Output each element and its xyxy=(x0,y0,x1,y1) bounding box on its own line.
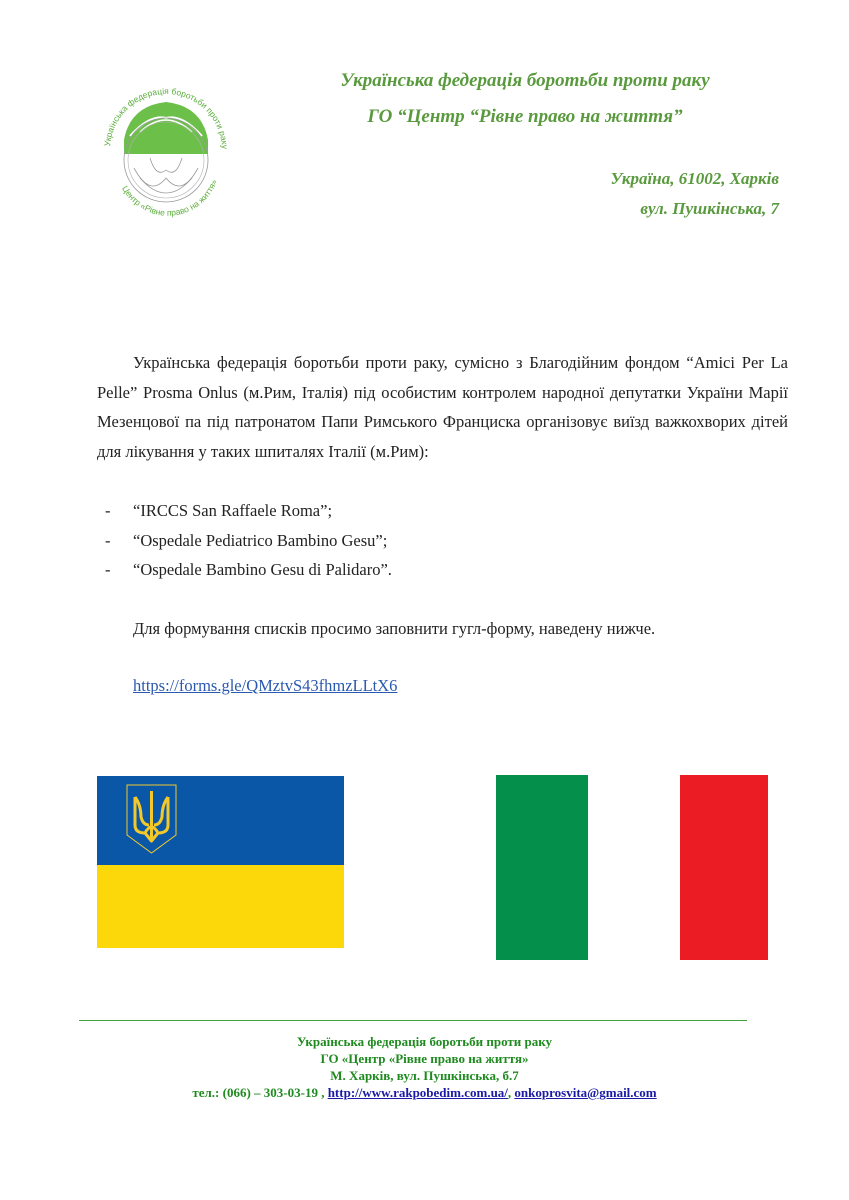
tree-logo-icon xyxy=(100,78,230,218)
italy-flag-green-stripe xyxy=(496,775,588,960)
organization-logo xyxy=(100,78,230,218)
hospital-name: “IRCCS San Raffaele Roma”; xyxy=(133,501,333,520)
list-bullet: - xyxy=(105,530,111,550)
hospital-list xyxy=(97,496,788,585)
header-title-line1: Українська федерація боротьби проти раку xyxy=(340,70,710,91)
list-item xyxy=(97,555,788,585)
trident-icon xyxy=(125,783,178,855)
ukraine-flag-yellow-stripe xyxy=(97,865,344,948)
footer-divider xyxy=(79,1020,747,1021)
hospital-name: “Ospedale Pediatrico Bambino Gesu”; xyxy=(133,530,388,550)
list-bullet: - xyxy=(105,501,111,520)
form-instruction: Для формування списків просимо заповнити гугл-форму, наведену нижче. xyxy=(133,619,656,638)
header-title-line2: ГО “Центр “Рівне право на життя” xyxy=(367,106,683,127)
footer-contacts xyxy=(60,1084,789,1101)
footer-website-link[interactable]: http://www.rakpobedim.com.ua/ xyxy=(327,1085,508,1100)
footer-org-name: Українська федерація боротьби проти раку xyxy=(296,1034,553,1049)
footer-email-link[interactable]: onkoprosvita@gmail.com xyxy=(514,1085,657,1100)
header-address-city: Україна, 61002, Харків xyxy=(610,169,779,188)
google-form-link[interactable]: https://forms.gle/QMztvS43fhmzLLtX6 xyxy=(133,676,398,695)
hospital-name: “Ospedale Bambino Gesu di Palidaro”. xyxy=(133,560,392,579)
list-item xyxy=(97,496,788,526)
footer-address: М. Харків, вул. Пушкінська, б.7 xyxy=(330,1068,519,1083)
italy-flag-red-stripe xyxy=(680,775,768,960)
header-address-street: вул. Пушкінська, 7 xyxy=(640,199,779,218)
ukraine-flag xyxy=(97,776,344,948)
logo-text-bottom: Центр «Рівне право на життя» xyxy=(120,177,219,218)
footer-separator: , xyxy=(507,1085,512,1100)
footer-center-name: ГО «Центр «Рівне право на життя» xyxy=(320,1051,529,1066)
footer-phone: тел.: (066) – 303-03-19 , xyxy=(192,1085,325,1100)
logo-text-top: Українська федерація боротьби проти раку xyxy=(102,85,230,150)
footer xyxy=(60,1033,789,1101)
list-bullet: - xyxy=(105,560,111,579)
main-paragraph: Українська федерація боротьби проти раку, сумісно з Благодійним фондом “Amici Per La Pelle” Prosma Onlus (м.Рим, Італія) під особистим контролем народної депутатки України Марії Мезенцової па під патронатом Папи Римського Франциска організовує виїзд важкохворих дітей для лікування у таких шпиталях Італії (м.Рим): xyxy=(97,353,788,462)
list-item xyxy=(97,526,788,556)
